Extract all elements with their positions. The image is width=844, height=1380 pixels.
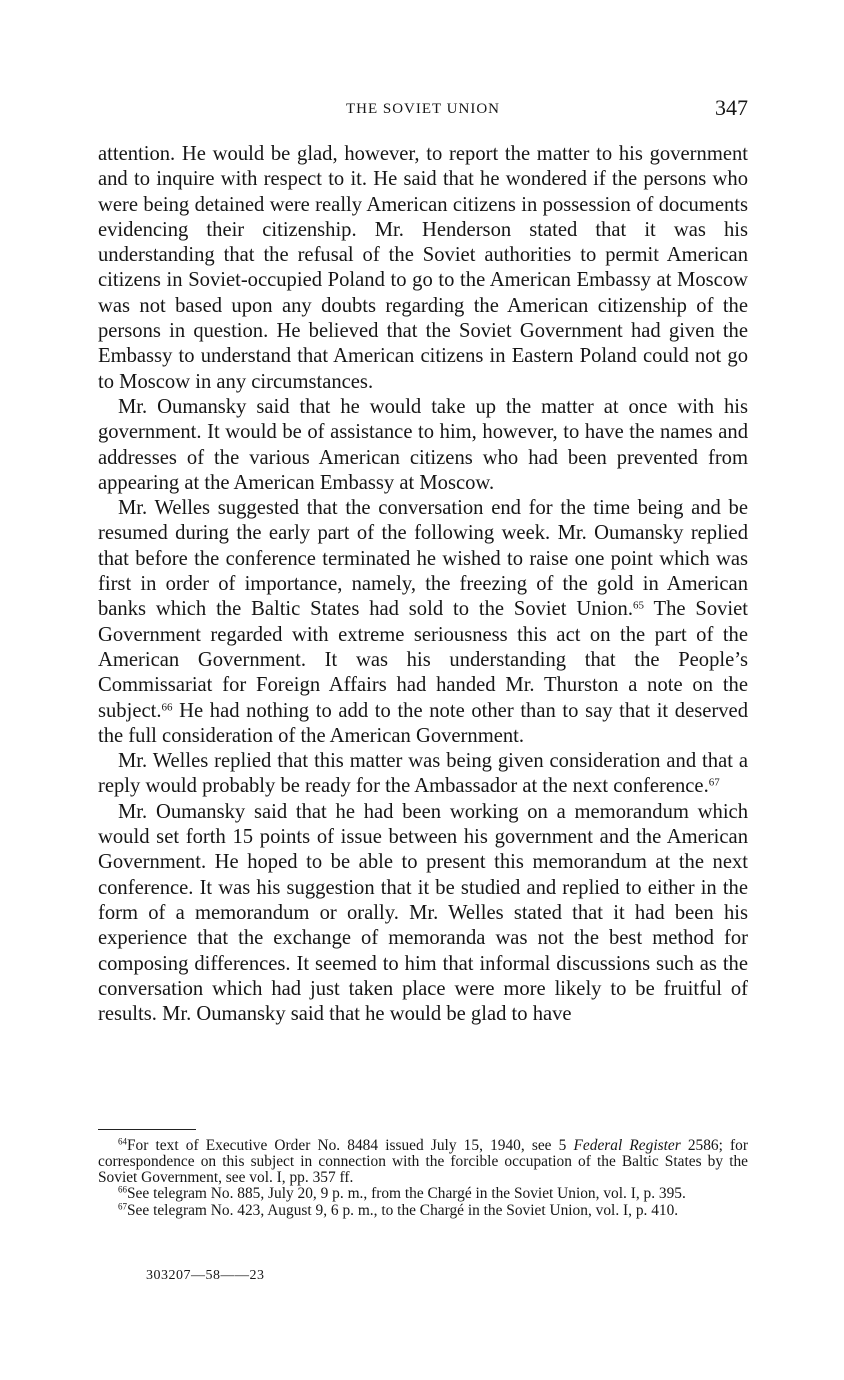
paragraph-4 [98,749,748,800]
footnote-67-text: See telegram No. 423, August 9, 6 p. m., to the Chargé in the Soviet Union, vol. I, p. 410. [127,1202,679,1220]
paragraph-2: Mr. Oumansky said that he would take up the matter at once with his government. It would be of assistance to him, however, to have the names and addresses of the various American citizens who had been prevented from appearing at the American Embassy at Moscow. [98,395,748,494]
paragraph-3-part-c: He had nothing to add to the note other than to say that it deserved the full consideration of the American Government. [98,699,748,747]
footnote-66-text: See telegram No. 885, July 20, 9 p. m., from the Chargé in the Soviet Union, vol. I, p. 395. [127,1185,686,1203]
footnote-marker-67: 67 [118,1201,127,1212]
footnote-ref-67: 67 [708,776,720,789]
footnote-marker-64: 64 [118,1136,127,1147]
footnote-64-text-a: For text of Executive Order No. 8484 issued July 15, 1940, see 5 [127,1137,574,1154]
page-number: 347 [715,95,748,120]
running-title: THE SOVIET UNION [345,101,501,117]
page-header [98,95,748,125]
paragraph-3 [98,496,748,749]
paragraph-5: Mr. Oumansky said that he had been working on a memorandum which would set forth 15 points of issue between his government and the American Government. He hoped to be able to present this memorandum at the next conference. It was his suggestion that it be studied and replied to either in the form of a memorandum or orally. Mr. Welles stated that it had been his experience that the exchange of memoranda was not the best method for composing differences. It seemed to him that informal discussions such as the conversation which had just taken place were more likely to be fruitful of results. Mr. Oumansky said that he would be glad to have [98,800,748,1026]
footnotes [98,1138,748,1219]
footnote-divider [98,1129,196,1130]
footnote-ref-66: 66 [161,700,173,713]
footnote-marker-66: 66 [118,1185,127,1195]
footnote-66 [98,1186,748,1202]
paragraph-4-text: Mr. Welles replied that this matter was being given consideration and that a reply would probably be ready for the Ambassador at the next conference. [98,750,748,798]
footnote-64 [98,1138,748,1185]
paragraph-3-part-a: Mr. Welles suggested that the conversation end for the time being and be resumed during the early part of the following week. Mr. Oumansky replied that before the conference terminated he wished to raise one point which was first in order of importance, namely, the freezing of the gold in American banks which the Baltic States had sold to the Soviet Union. [98,497,748,621]
footnote-ref-65: 65 [633,599,644,612]
printer-code: 303207—58——23 [146,1268,265,1283]
body-text [98,142,748,1027]
footnote-64-text-b: 2586; for correspondence on this subject in connection with the forcible occupation of the Baltic States by the Soviet Government, see vol. I, pp. 357 ff. [98,1137,749,1186]
paragraph-1: attention. He would be glad, however, to report the matter to his government and to inquire with respect to it. He said that he wondered if the persons who were being detained were really American citizens in possession of documents evidencing their citizenship. Mr. Henderson stated that it was his understanding that the refusal of the Soviet authorities to permit American citizens in Soviet-occupied Poland to go to the American Embassy at Moscow was not based upon any doubts regarding the American citizenship of the persons in question. He believed that the Soviet Government had given the Embassy to understand that American citizens in Eastern Poland could not go to Moscow in any circumstances. [98,143,748,393]
footnote-64-italic-title: Federal Register [573,1137,681,1154]
footnote-67 [98,1203,748,1219]
paragraph-3-part-b: The Soviet Government regarded with extreme seriousness this act on the part of the American Government. It was his understanding that the People’s Commissariat for Foreign Affairs had handed Mr. Thurston a note on the subject. [98,598,748,722]
